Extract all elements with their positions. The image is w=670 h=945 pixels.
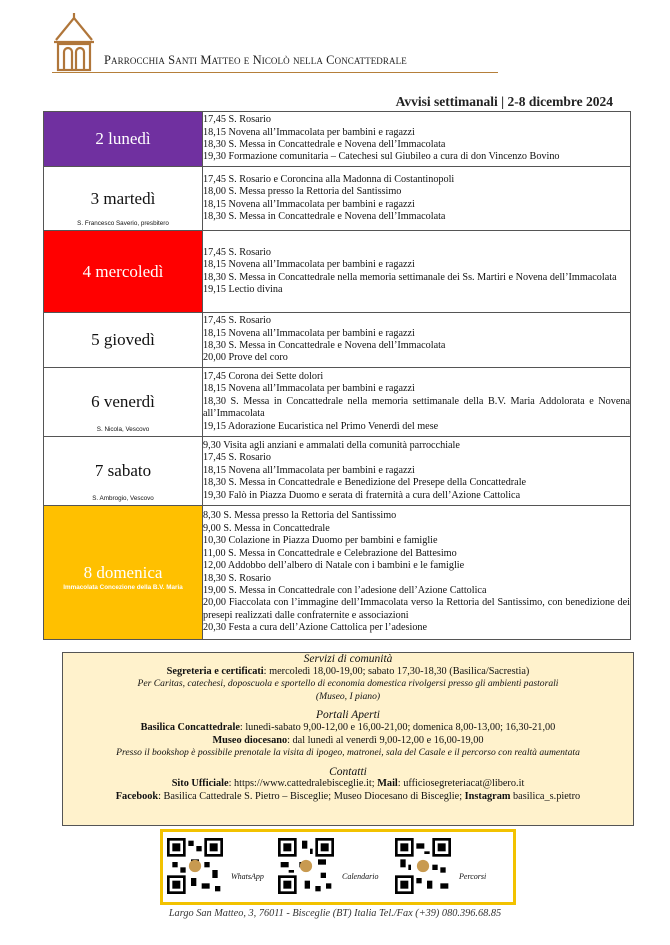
day-name: 3 martedì xyxy=(90,188,156,208)
events-cell xyxy=(203,231,631,313)
event: 18,15 Novena all’Immacolata per bambini e ragazzi xyxy=(203,383,415,395)
day-row-monday xyxy=(44,112,631,167)
event: 8,30 S. Messa presso la Rettoria del Santissimo xyxy=(203,510,397,522)
saint-of-day: S. Francesco Saverio, presbitero xyxy=(77,220,169,227)
saint-of-day: S. Nicola, Vescovo xyxy=(96,426,150,433)
event: 19,00 S. Messa in Concattedrale con l’adesione dell’Azione Cattolica xyxy=(203,584,487,596)
event: 18,15 Novena all’Immacolata per bambini e ragazzi xyxy=(203,126,415,138)
event: 19,15 Adorazione Eucaristica nel Primo Venerdì del mese xyxy=(203,420,439,432)
event: 18,15 Novena all’Immacolata per bambini e ragazzi xyxy=(203,327,415,339)
church-logo-icon xyxy=(52,12,96,72)
day-name: 4 mercoledì xyxy=(82,261,164,281)
services-title: Servizi di comunità xyxy=(303,653,393,665)
day-row-saturday xyxy=(44,437,631,506)
day-cell xyxy=(44,506,203,640)
weekly-schedule-table xyxy=(43,111,631,640)
events-cell xyxy=(203,167,631,231)
event: 18,30 S. Rosario xyxy=(203,572,271,584)
day-name: 8 domenica xyxy=(83,562,163,582)
saint-of-day: Immacolata Concezione della B.V. Maria xyxy=(63,584,183,591)
day-name: 7 sabato xyxy=(94,461,152,480)
events-cell xyxy=(203,506,631,640)
calendar-qr-code[interactable] xyxy=(278,838,334,894)
event: 18,30 S. Messa in Concattedrale nella memoria settimanale della B.V. Maria Addolorata e Novena all’Immacolata xyxy=(203,395,630,420)
day-row-sunday xyxy=(44,506,631,640)
basilica-hours: Basilica Concattedrale: lunedì-sabato 9,00-12,00 e 16,00-21,00; domenica 8,00-13,00; 16,30-21,00 xyxy=(140,721,556,733)
event: 10,30 Colazione in Piazza Duomo per bambini e famiglie xyxy=(203,535,438,547)
event: 18,30 S. Messa in Concattedrale e Novena dell’Immacolata xyxy=(203,210,446,222)
calendar-label: Calendario xyxy=(342,872,379,881)
website-mail-line: Sito Ufficiale: https://www.cattedralebisceglie.it; Mail: ufficiosegreteriacat@libero.it xyxy=(171,778,525,790)
day-name: 5 giovedì xyxy=(91,330,155,349)
day-row-tuesday xyxy=(44,167,631,231)
events-cell xyxy=(203,313,631,368)
footer-address: Largo San Matteo, 3, 76011 - Bisceglie (BT) Italia Tel./Fax (+39) 080.396.68.85 xyxy=(168,908,502,919)
parish-name: Parrocchia Santi Matteo e Nicolò nella Concattedrale xyxy=(104,53,407,67)
day-cell xyxy=(44,167,203,231)
website-link[interactable]: : https://www.cattedralebisceglie.it; xyxy=(228,778,378,790)
header-divider xyxy=(52,72,498,73)
secretary-line: Segreteria e certificati: mercoledì 18,00-19,00; sabato 17,30-18,30 (Basilica/Sacrestia) xyxy=(166,665,530,677)
routes-label: Percorsi xyxy=(459,872,487,881)
event: 19,15 Lectio divina xyxy=(203,283,283,295)
event: 11,00 S. Messa in Concattedrale e Celebrazione del Battesimo xyxy=(203,547,457,559)
caritas-line: Per Caritas, catechesi, doposcuola e sportello di economia domestica rivolgersi presso gli ambienti pastorali xyxy=(137,678,559,690)
event: 18,30 S. Messa in Concattedrale e Novena dell’Immacolata xyxy=(203,139,446,150)
day-name: 6 venerdì xyxy=(91,392,155,411)
event: 9,00 S. Messa in Concattedrale xyxy=(203,522,330,534)
day-row-friday xyxy=(44,368,631,437)
events-cell xyxy=(203,437,631,506)
day-cell xyxy=(44,313,203,368)
day-row-wednesday xyxy=(44,231,631,313)
qr-codes-box xyxy=(160,829,516,905)
event: 18,30 S. Messa in Concattedrale e Benedizione del Presepe della Concattedrale xyxy=(203,477,527,489)
whatsapp-label: WhatsApp xyxy=(231,872,264,881)
events-cell xyxy=(203,112,631,167)
event: 18,30 S. Messa in Concattedrale e Novena dell’Immacolata xyxy=(203,340,446,351)
event: 17,45 S. Rosario xyxy=(203,315,271,327)
event: 18,15 Novena all’Immacolata per bambini e ragazzi xyxy=(203,259,415,271)
notice-title: Avvisi settimanali | 2-8 dicembre 2024 xyxy=(395,94,613,109)
social-line: Facebook: Basilica Cattedrale S. Pietro – Bisceglie; Museo Diocesano di Bisceglie; Instagram basilica_s.pietro xyxy=(115,790,581,802)
event: 19,30 Formazione comunitaria – Catechesi sul Giubileo a cura di don Vincenzo Bovino xyxy=(203,151,560,163)
event: 19,30 Falò in Piazza Duomo e serata di fraternità a cura dell’Azione Cattolica xyxy=(203,489,521,501)
events-cell xyxy=(203,368,631,437)
page-header xyxy=(52,12,502,76)
day-cell xyxy=(44,437,203,506)
museum-hours: Museo diocesano: dal lunedì al venerdì 9,00-12,00 e 16,00-19,00 xyxy=(212,734,484,746)
mail-link[interactable]: : ufficiosegreteriacat@libero.it xyxy=(397,778,525,790)
event: 18,15 Novena all’Immacolata per bambini e ragazzi xyxy=(203,198,415,210)
community-services-box xyxy=(62,652,634,826)
event: 17,45 S. Rosario e Coroncina alla Madonna di Costantinopoli xyxy=(203,173,455,185)
event: 17,45 Corona dei Sette dolori xyxy=(203,370,324,382)
day-cell xyxy=(44,112,203,167)
day-cell xyxy=(44,231,203,313)
day-name: 2 lunedì xyxy=(95,129,151,148)
event: 17,45 S. Rosario xyxy=(203,114,271,126)
contacts-title: Contatti xyxy=(329,765,367,778)
event: 18,30 S. Messa in Concattedrale nella memoria settimanale dei Ss. Martiri e Novena dell’Immacolata xyxy=(203,271,617,283)
bookshop-note: Presso il bookshop è possibile prenotale la visita di ipogeo, matronei, sala del Casale e il percorso con realtà aumentata xyxy=(116,747,580,759)
event: 20,00 Fiaccolata con l’immagine dell’Immacolata verso la Rettoria del Santissimo, con benedizione dei presepi realizzati dalle confraternite e associazioni xyxy=(203,597,630,621)
open-portals-title: Portali Aperti xyxy=(316,709,380,722)
whatsapp-qr-code[interactable] xyxy=(167,838,223,894)
day-row-thursday xyxy=(44,313,631,368)
day-cell xyxy=(44,368,203,437)
event: 20,30 Festa a cura dell’Azione Cattolica per l’adesione xyxy=(203,622,428,634)
caritas-location: (Museo, I piano) xyxy=(315,690,381,702)
event: 17,45 S. Rosario xyxy=(203,452,271,464)
event: 18,15 Novena all’Immacolata per bambini e ragazzi xyxy=(203,464,415,476)
event: 9,30 Visita agli anziani e ammalati della comunità parrocchiale xyxy=(203,439,460,451)
event: 12,00 Addobbo dell’albero di Natale con i bambini e le famiglie xyxy=(203,560,465,572)
routes-qr-code[interactable] xyxy=(395,838,451,894)
event: 20,00 Prove del coro xyxy=(203,352,288,364)
saint-of-day: S. Ambrogio, Vescovo xyxy=(92,495,154,502)
event: 17,45 S. Rosario xyxy=(203,246,271,258)
event: 18,00 S. Messa presso la Rettoria del Santissimo xyxy=(203,186,402,198)
